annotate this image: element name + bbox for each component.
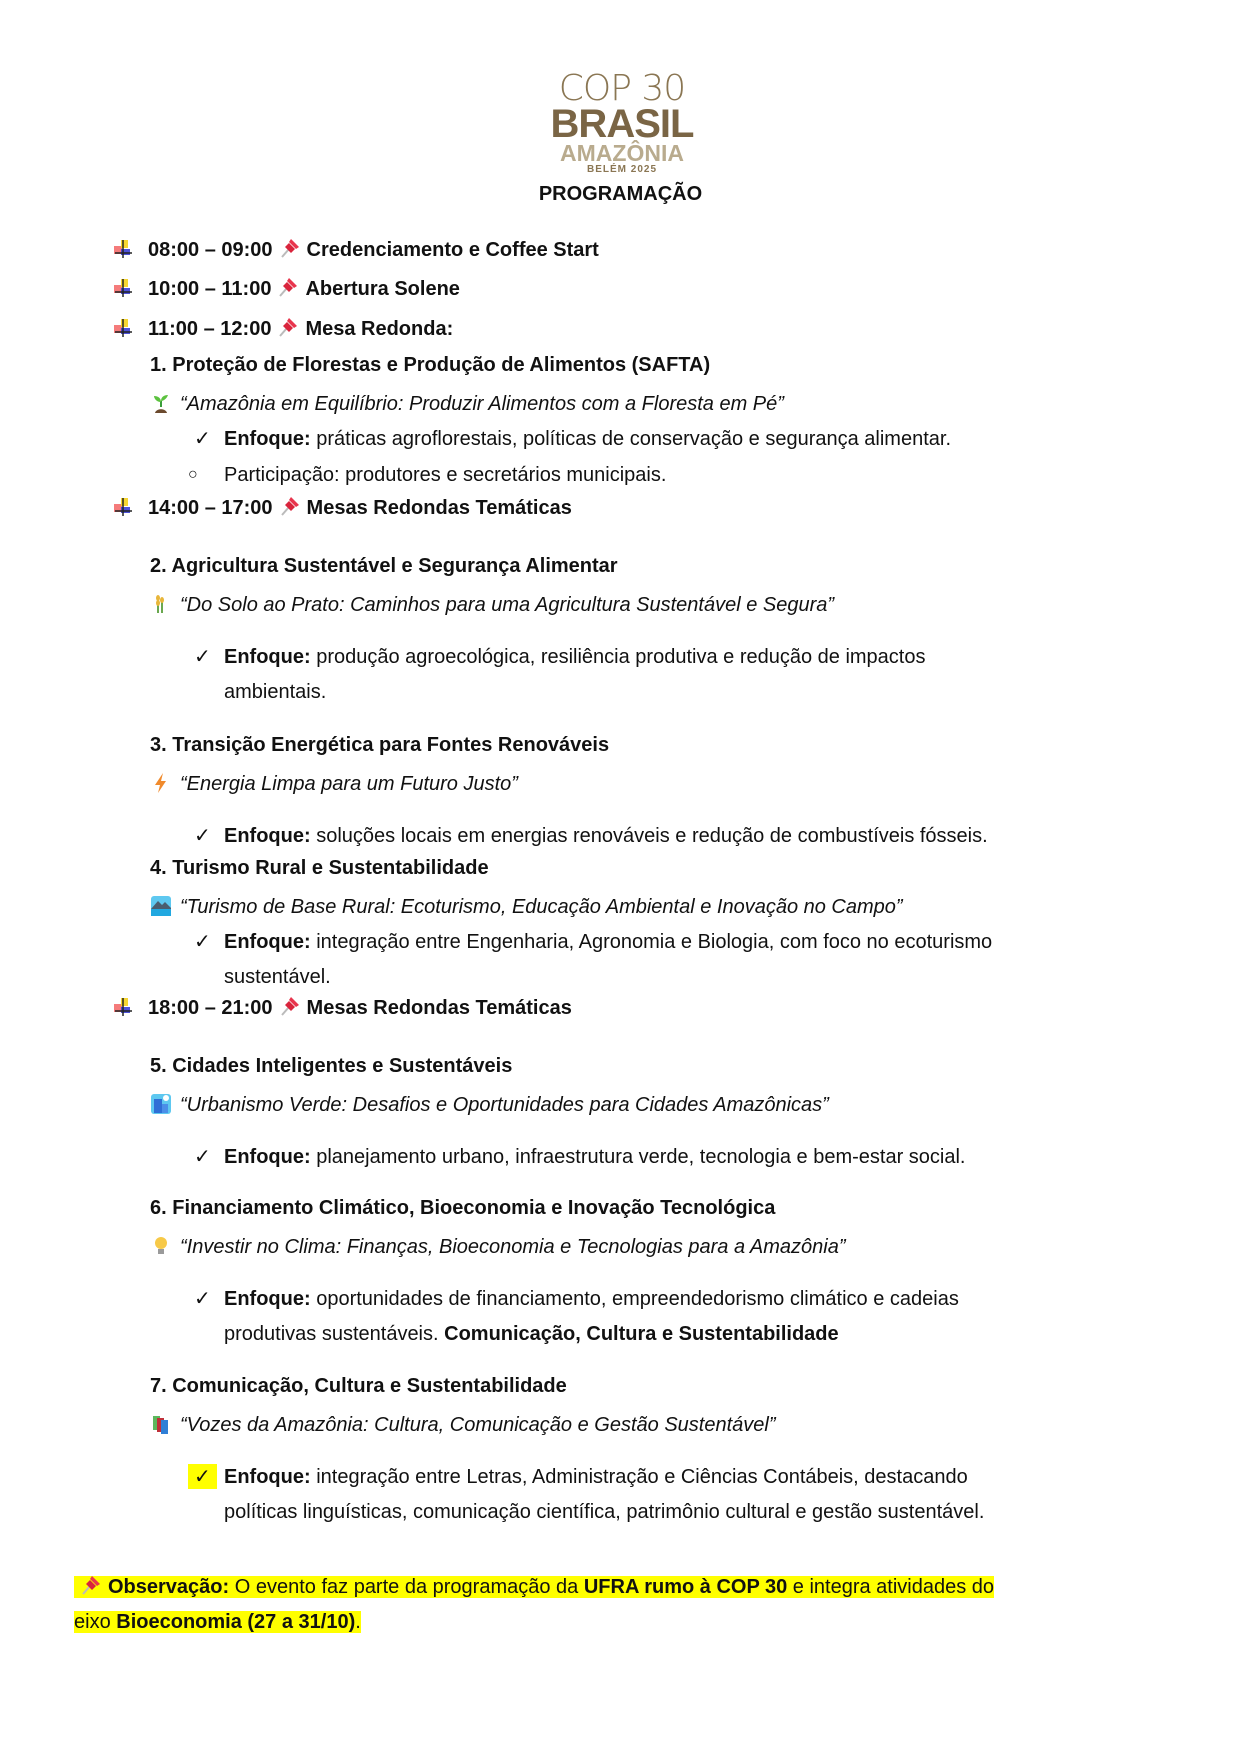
focus-line	[224, 964, 331, 990]
focus-text: oportunidades de financiamento, empreendedorismo climático e cadeias	[316, 1288, 959, 1310]
focus-label: Enfoque:	[224, 1146, 311, 1168]
note-bold-bioeconomia: Bioeconomia (27 a 31/10)	[116, 1611, 356, 1633]
note-label: Observação:	[108, 1576, 230, 1598]
focus-text: integração entre Letras, Administração e Ciências Contábeis, destacando	[316, 1466, 968, 1488]
session-quote: “Energia Limpa para um Futuro Justo”	[180, 773, 518, 795]
schedule-time: 14:00 – 17:00	[148, 497, 273, 519]
focus-label: Enfoque:	[224, 825, 311, 847]
session-quote-line	[150, 1412, 776, 1438]
page-title: PROGRAMAÇÃO	[538, 183, 703, 205]
schedule-label: Mesa Redonda:	[305, 318, 454, 340]
focus-text: produção agroecológica, resiliência produtiva e redução de impactos	[316, 646, 926, 668]
bullet-icon	[112, 496, 134, 518]
check-icon: ✓	[194, 825, 211, 847]
schedule-time: 11:00 – 12:00	[148, 318, 272, 340]
lightbulb-icon	[150, 1235, 172, 1257]
focus-text: práticas agroflorestais, políticas de conservação e segurança alimentar.	[316, 428, 952, 450]
session-title: 4. Turismo Rural e Sustentabilidade	[150, 857, 489, 879]
check-icon: ✓	[194, 646, 211, 668]
session-quote-line	[150, 894, 903, 920]
focus-text: planejamento urbano, infraestrutura verde, tecnologia e bem-estar social.	[316, 1146, 966, 1168]
focus-line	[224, 644, 925, 670]
landscape-icon	[150, 895, 172, 917]
check-icon: ✓	[188, 1464, 217, 1489]
bullet-icon	[112, 996, 134, 1018]
schedule-label: Abertura Solene	[305, 278, 460, 300]
focus-text: produtivas sustentáveis.	[224, 1323, 439, 1345]
pushpin-icon	[80, 1574, 102, 1596]
focus-label: Enfoque:	[224, 646, 311, 668]
schedule-label: Credenciamento e Coffee Start	[306, 239, 599, 261]
focus-line	[224, 823, 988, 849]
focus-label: Enfoque:	[224, 1466, 311, 1488]
check-icon: ✓	[194, 428, 211, 450]
logo-brasil: BRASIL	[550, 102, 694, 146]
focus-label: Enfoque:	[224, 931, 311, 953]
focus-line	[224, 1321, 839, 1347]
schedule-row	[112, 237, 599, 263]
logo-belem: BELÉM 2025	[586, 164, 658, 175]
schedule-row	[112, 495, 572, 521]
participation-bullet-icon: ○	[188, 466, 198, 483]
session-title: 1. Proteção de Florestas e Produção de Alimentos (SAFTA)	[150, 354, 711, 376]
schedule-label: Mesas Redondas Temáticas	[306, 497, 572, 519]
schedule-row	[112, 316, 453, 342]
session-title: 5. Cidades Inteligentes e Sustentáveis	[150, 1055, 513, 1077]
focus-line	[224, 1286, 959, 1312]
city-icon	[150, 1093, 172, 1115]
focus-line	[224, 1144, 965, 1170]
pushpin-icon	[279, 995, 301, 1017]
lightning-icon	[150, 772, 172, 794]
session-title: 7. Comunicação, Cultura e Sustentabilidade	[150, 1375, 567, 1397]
session-quote: “Turismo de Base Rural: Ecoturismo, Educação Ambiental e Inovação no Campo”	[180, 896, 903, 918]
note-text-3: eixo	[74, 1611, 111, 1633]
session-title: 3. Transição Energética para Fontes Renováveis	[150, 734, 610, 756]
focus-line	[224, 679, 326, 705]
session-quote: “Vozes da Amazônia: Cultura, Comunicação e Gestão Sustentável”	[180, 1414, 776, 1436]
session-quote-line	[150, 1092, 829, 1118]
focus-text: integração entre Engenharia, Agronomia e Biologia, com foco no ecoturismo	[316, 931, 993, 953]
bullet-icon	[112, 317, 134, 339]
session-quote: “Urbanismo Verde: Desafios e Oportunidades para Cidades Amazônicas”	[180, 1094, 829, 1116]
bullet-icon	[112, 277, 134, 299]
schedule-label: Mesas Redondas Temáticas	[306, 997, 572, 1019]
books-icon	[150, 1413, 172, 1435]
note-bold-ufra: UFRA rumo à COP 30	[583, 1576, 788, 1598]
focus-text: sustentável.	[224, 966, 331, 988]
focus-line	[224, 929, 992, 955]
pushpin-icon	[279, 237, 301, 259]
focus-line	[224, 1499, 984, 1525]
focus-label: Enfoque:	[224, 1288, 311, 1310]
schedule-time: 08:00 – 09:00	[148, 239, 273, 261]
focus-bold-tail: Comunicação, Cultura e Sustentabilidade	[444, 1323, 839, 1345]
session-quote-line	[150, 1234, 846, 1260]
session-quote-line	[150, 391, 784, 417]
session-title: 2. Agricultura Sustentável e Segurança Alimentar	[150, 555, 618, 577]
check-icon: ✓	[194, 1146, 211, 1168]
logo-amazonia: AMAZÔNIA	[560, 140, 684, 166]
check-icon: ✓	[194, 1288, 211, 1310]
seedling-icon	[150, 392, 172, 414]
wheat-icon	[150, 593, 172, 615]
cop30-logo	[544, 68, 700, 176]
schedule-row	[112, 995, 572, 1021]
note-text: O evento faz parte da programação da	[234, 1576, 579, 1598]
session-quote-line	[150, 771, 518, 797]
focus-line	[224, 1464, 968, 1490]
schedule-row	[112, 276, 460, 302]
session-quote: “Do Solo ao Prato: Caminhos para uma Agricultura Sustentável e Segura”	[180, 594, 835, 616]
pushpin-icon	[277, 276, 299, 298]
focus-label: Enfoque:	[224, 428, 311, 450]
pushpin-icon	[279, 495, 301, 517]
participation-text: Participação: produtores e secretários municipais.	[224, 464, 667, 486]
schedule-time: 10:00 – 11:00	[148, 278, 272, 300]
focus-text: ambientais.	[224, 681, 327, 703]
check-icon: ✓	[194, 931, 211, 953]
focus-line	[224, 426, 951, 452]
note-text-2: e integra atividades do	[792, 1576, 995, 1598]
schedule-time: 18:00 – 21:00	[148, 997, 273, 1019]
session-quote: “Amazônia em Equilíbrio: Produzir Alimentos com a Floresta em Pé”	[180, 393, 784, 415]
session-title: 6. Financiamento Climático, Bioeconomia e Inovação Tecnológica	[150, 1197, 776, 1219]
pushpin-icon	[277, 316, 299, 338]
focus-text: políticas linguísticas, comunicação científica, patrimônio cultural e gestão sustentável.	[224, 1501, 985, 1523]
logo-cop30: COP 30	[558, 68, 686, 109]
observation-note	[74, 1570, 1168, 1640]
bullet-icon	[112, 238, 134, 260]
session-quote: “Investir no Clima: Finanças, Bioeconomia e Tecnologias para a Amazônia”	[180, 1236, 846, 1258]
note-period: .	[355, 1611, 361, 1633]
focus-text: soluções locais em energias renováveis e redução de combustíveis fósseis.	[316, 825, 988, 847]
session-quote-line	[150, 592, 834, 618]
